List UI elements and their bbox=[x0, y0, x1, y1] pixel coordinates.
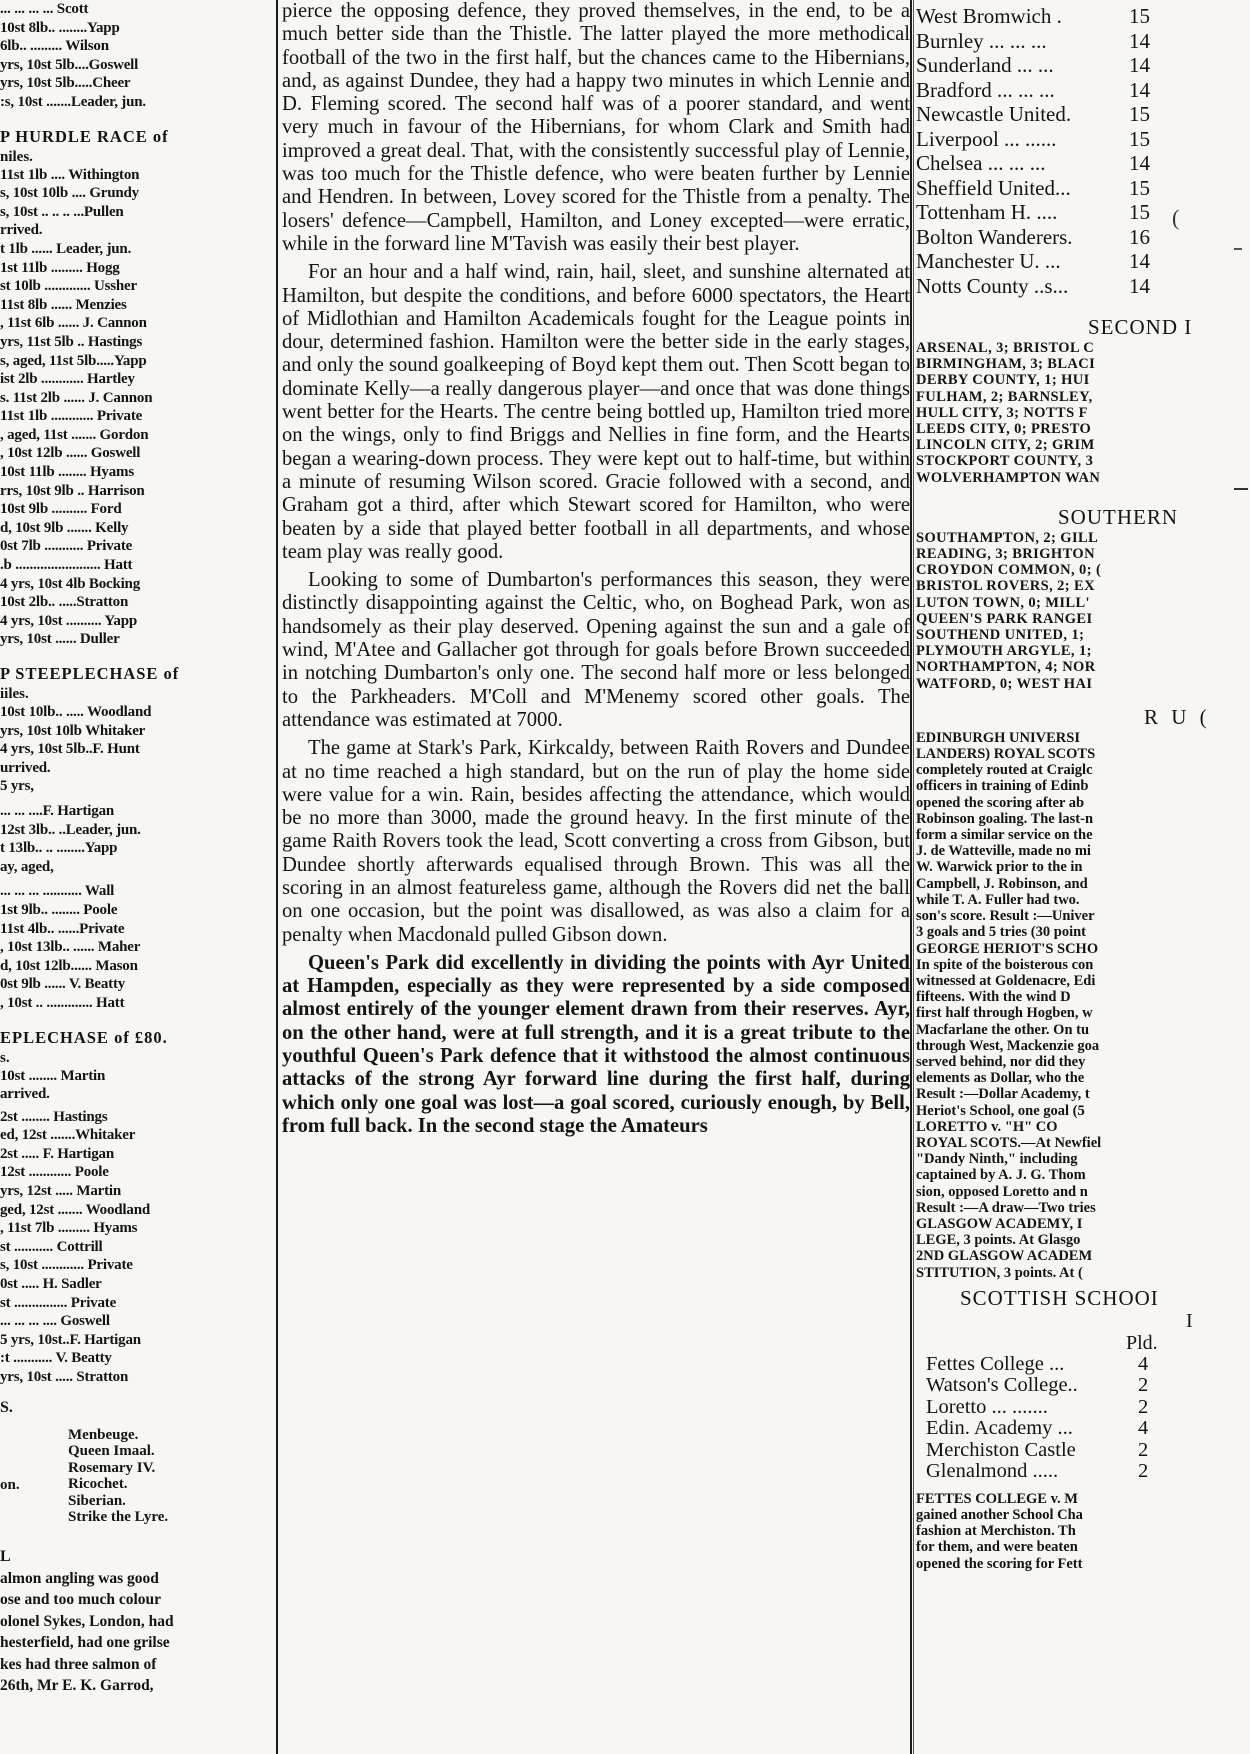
steeplechase-80-entries bbox=[0, 1067, 272, 1104]
southern-league-heading: SOUTHERN bbox=[1058, 504, 1179, 529]
scottish-schools-heading: SCOTTISH SCHOOI bbox=[960, 1285, 1159, 1310]
section-s-heading: S. bbox=[0, 1398, 13, 1416]
horse-list bbox=[68, 1427, 272, 1526]
race-entry-line: rrived. bbox=[0, 222, 43, 239]
rugby-report bbox=[916, 730, 1250, 1281]
race-entry-line: , 10st 12lb ...... Goswell bbox=[0, 445, 141, 462]
rugby-report-line: Result :—Dollar Academy, t bbox=[916, 1086, 1090, 1103]
race-entry-line: 4 yrs, 10st .......... Yapp bbox=[0, 612, 137, 629]
schools-table-row bbox=[916, 1418, 1250, 1440]
rugby-report-line: 3 goals and 5 tries (30 point bbox=[916, 924, 1086, 941]
rugby-report-line: In spite of the boisterous con bbox=[916, 956, 1094, 973]
schools-table-header-top: I bbox=[1186, 1309, 1193, 1332]
games-played: 15 bbox=[1129, 4, 1150, 28]
race-entry-line: st 10lb ............. Ussher bbox=[0, 278, 137, 295]
race-entry-line: 1st 9lb.. ........ Poole bbox=[0, 901, 118, 918]
schools-table-row bbox=[916, 1397, 1250, 1419]
rugby-report-line: son's score. Result :—Univer bbox=[916, 908, 1095, 925]
column-rule-left bbox=[276, 0, 278, 1754]
race-entry-line: 0st 9lb ...... V. Beatty bbox=[0, 976, 126, 993]
angling-line: olonel Sykes, London, had bbox=[0, 1612, 174, 1630]
race-entry-line: , 10st .. ............. Hatt bbox=[0, 994, 125, 1011]
column-rule-right-inner bbox=[913, 0, 914, 1754]
fettes-report-line: fashion at Merchiston. Th bbox=[916, 1523, 1076, 1540]
match-result: LUTON TOWN, 0; MILL' bbox=[916, 594, 1090, 611]
league-table-row bbox=[916, 29, 1250, 54]
steeplechase-80-sub: s. bbox=[0, 1049, 10, 1066]
steeplechase-sub: iiles. bbox=[0, 686, 29, 702]
race-entry-line: 10st 9lb .......... Ford bbox=[0, 501, 122, 518]
games-played: 15 bbox=[1129, 200, 1150, 224]
rugby-report-line: GEORGE HERIOT'S SCHO bbox=[916, 940, 1099, 957]
league-table-row bbox=[916, 274, 1250, 299]
race-entry-line: , 11st 6lb ...... J. Cannon bbox=[0, 315, 147, 332]
match-result: NORTHAMPTON, 4; NOR bbox=[916, 659, 1096, 676]
match-result: HULL CITY, 3; NOTTS F bbox=[916, 404, 1088, 421]
league-table-row bbox=[916, 53, 1250, 78]
games-played: 2 bbox=[1138, 1438, 1149, 1461]
rugby-report-line: LEGE, 3 points. At Glasgo bbox=[916, 1232, 1081, 1249]
games-played: 14 bbox=[1129, 77, 1150, 102]
league-table-row bbox=[916, 102, 1250, 127]
rugby-report-line: "Dandy Ninth," including bbox=[916, 1151, 1078, 1168]
games-played: 2 bbox=[1138, 1460, 1149, 1483]
race-entry-line: ... ... ... .... Goswell bbox=[0, 1313, 110, 1330]
rugby-report-line: completely routed at Craiglc bbox=[916, 762, 1093, 779]
games-played: 14 bbox=[1129, 53, 1150, 77]
team-name: West Bromwich . bbox=[916, 4, 1062, 28]
match-result: QUEEN'S PARK RANGEI bbox=[916, 610, 1093, 627]
report-paragraph-hamilton: For an hour and a half wind, rain, hail, sleet, and sunshine alternated at Hamilton, but despite the conditions, and before 6000 spectators, the Heart of Midlothian and Hamilton Academicals fought for the League points in dour, determined fashion. Hamilton were the better side in the early stages, and only the sound goalkeeping of Boyd kept them out. Then Scott began to dominate Kelly—a really dangerous player—and once that was done things went better for the Hearts. The centre being bottled up, Hamilton tried more on the wings, only to find Briggs and Nellies in fine form, and the Hearts began a wearing-down process. They were kept out to half-time, but within a minute of resuming Wilson scored. Gracie followed with a second, and Graham got a third, after which Stewart scored for Hamilton, who were beaten by a side that played better football in all departments, and whose team play was really good. bbox=[282, 261, 910, 563]
fettes-report-line: FETTES COLLEGE v. M bbox=[916, 1490, 1078, 1507]
report-paragraph-dumbarton: Looking to some of Dumbarton's performances this season, they were distinctly disappointing against the Celtic, who, on Boghead Park, won as handsomely as their play deserved. Opening against the sun and a gale of wind, M'Atee and Gallacher got through for goals before Brown succeeded in notching Dumbarton's only one. The second half more or less belonged to the Parkheaders. M'Coll and M'Menemy scored other goals. The attendance was estimated at 7000. bbox=[282, 569, 910, 731]
match-result: WOLVERHAMPTON WAN bbox=[916, 469, 1101, 486]
team-name: Sheffield United... bbox=[916, 175, 1071, 200]
race-entry-line: ... ... ... ........... Wall bbox=[0, 883, 115, 900]
rugby-report-line: while T. A. Fuller had two. bbox=[916, 891, 1080, 908]
rugby-report-line: LORETTO v. "H" CO bbox=[916, 1118, 1058, 1135]
race-entry-line: 11st 1lb .... Withington bbox=[0, 166, 140, 183]
race-entry-line: rrs, 10st 9lb .. Harrison bbox=[0, 482, 145, 499]
section-l-heading: L bbox=[0, 1547, 11, 1565]
report-paragraph-raith: The game at Stark's Park, Kirkcaldy, between Raith Rovers and Dundee at no time reached a high standard, but on the run of play the home side were value for a win. Rain, besides affecting the attendance, which would be no more than 3000, made the ground heavy. In the first minute of the game Raith Rovers took the lead, Scott converting a cross from Gibson, but Dundee shortly afterwards equalised through Brown. This was all the scoring in an almost featureless game, although the Rovers did net the ball on one occasion, but the point was disallowed, as was also a claim for a penalty when Macdonald pulled Gibson down. bbox=[282, 737, 910, 946]
team-name: Watson's College.. bbox=[926, 1374, 1078, 1397]
race-entry-line: 0st 7lb ........... Private bbox=[0, 538, 133, 555]
fettes-report bbox=[916, 1491, 1250, 1572]
rugby-heading: R U ( bbox=[1144, 704, 1211, 729]
horse-name: Strike the Lyre. bbox=[68, 1509, 169, 1526]
race-entry-line: 10st 2lb.. .....Stratton bbox=[0, 594, 129, 611]
report-paragraph-queens-park: Queen's Park did excellently in dividing the points with Ayr United at Hampden, especially as they were represented by a side composed almost entirely of the younger element drawn from their reserves. Ayr, on the other hand, were at full strength, and it is a great tribute to the youthful Queen's Park defence that it withstood the almost continuous attacks of the strong Ayr forward line during the first half, during which only one goal was lost—a goal scored, curiously enough, by Bell, from full back. In the second stage the Amateurs bbox=[282, 951, 910, 1137]
schools-table-row bbox=[916, 1440, 1250, 1462]
race-entry-line: d, 10st 9lb ....... Kelly bbox=[0, 519, 129, 536]
race-entry-line: ed, 12st .......Whitaker bbox=[0, 1127, 136, 1144]
steeplechase-entries bbox=[0, 703, 272, 796]
angling-line: kes had three salmon of bbox=[0, 1655, 157, 1673]
margin-dash-mark bbox=[1234, 248, 1242, 250]
race-entry-line: yrs, 10st ..... Stratton bbox=[0, 1369, 129, 1385]
games-played: 14 bbox=[1129, 151, 1150, 175]
second-division-results bbox=[916, 340, 1250, 486]
rugby-report-line: GLASGOW ACADEMY, I bbox=[916, 1215, 1083, 1232]
race-entry-line: st ............... Private bbox=[0, 1294, 117, 1311]
race-entry-line: s, 10st 10lb .... Grundy bbox=[0, 185, 139, 202]
race-entry-line: 2st ........ Hastings bbox=[0, 1108, 108, 1125]
match-result: LINCOLN CITY, 2; GRIM bbox=[916, 437, 1095, 454]
league-table-row bbox=[916, 225, 1250, 250]
games-played: 14 bbox=[1129, 249, 1150, 273]
rugby-report-line: Robinson goaling. The last-n bbox=[916, 810, 1094, 827]
race-entry-line: 11st 4lb.. ......Private bbox=[0, 920, 125, 937]
angling-line: ose and too much colour bbox=[0, 1591, 162, 1609]
team-name: Sunderland ... ... bbox=[916, 53, 1054, 77]
rugby-report-line: Heriot's School, one goal (5 bbox=[916, 1102, 1085, 1119]
team-name: Manchester U. ... bbox=[916, 249, 1061, 273]
fettes-report-line: for them, and were beaten bbox=[916, 1539, 1078, 1556]
team-name: Burnley ... ... ... bbox=[916, 28, 1047, 53]
margin-bracket-mark: ( bbox=[1172, 205, 1180, 230]
games-played: 2 bbox=[1138, 1395, 1149, 1418]
race-entry-line: ... ... ... ... Scott bbox=[0, 1, 89, 17]
race-entry-line: d, 10st 12lb...... Mason bbox=[0, 957, 138, 974]
schools-table-pld-header: Pld. bbox=[1126, 1331, 1158, 1354]
games-played: 4 bbox=[1138, 1352, 1149, 1375]
section-divider bbox=[1234, 488, 1248, 490]
match-result: LEEDS CITY, 0; PRESTO bbox=[916, 421, 1092, 438]
horse-name: Queen Imaal. bbox=[68, 1443, 155, 1460]
race-entry-line: , 10st 13lb.. ...... Maher bbox=[0, 939, 141, 956]
rugby-report-line: EDINBURGH UNIVERSI bbox=[916, 729, 1080, 746]
horse-name: Rosemary IV. bbox=[68, 1459, 156, 1476]
report-paragraph-1: pierce the opposing defence, they proved themselves, in the end, to be a much better side than the Thistle. The latter played the more methodical football of the two in the first half, but the chances came to the Hibernians, and, as against Dundee, they had a happy two minutes in which Lennie and D. Fleming scored. The second half was of a poorer standard, and went very much in favour of the Hibernians, for whom Clark and Smith had improved a great deal. That, with the consistently successful play of Lennie, was too much for the Thistle defence, who were beaten further by Lennie and Hendren. In between, Lovey scored for the Thistle from a penalty. The losers' defence—Campbell, Hamilton, and Loney excepted—were erratic, while in the forward line M'Tavish was easily their best player. bbox=[282, 0, 910, 255]
league-table-first bbox=[916, 4, 1250, 298]
league-table-row bbox=[916, 4, 1250, 29]
steeplechase-entries-2 bbox=[0, 802, 272, 876]
team-name: Edin. Academy ... bbox=[926, 1417, 1073, 1440]
games-played: 14 bbox=[1129, 273, 1150, 298]
rugby-report-line: through West, Mackenzie goa bbox=[916, 1037, 1100, 1054]
race-entry-line: t 13lb.. .. ........Yapp bbox=[0, 840, 118, 857]
rugby-report-line: captained by A. J. G. Thom bbox=[916, 1167, 1086, 1184]
race-entry-line: yrs, 10st 5lb....Goswell bbox=[0, 56, 139, 73]
rugby-report-line: first half through Hogben, w bbox=[916, 1005, 1093, 1022]
schools-table bbox=[916, 1354, 1250, 1483]
hurdle-race-sub: niles. bbox=[0, 148, 33, 165]
right-column-tables bbox=[916, 0, 1250, 1754]
fettes-report-line: gained another School Cha bbox=[916, 1506, 1083, 1523]
race-entry-line: urrived. bbox=[0, 759, 51, 776]
match-result: STOCKPORT COUNTY, 3 bbox=[916, 453, 1094, 470]
angling-line: almon angling was good bbox=[0, 1569, 159, 1587]
games-played: 15 bbox=[1129, 102, 1150, 126]
race-entry-line: t 1lb ...... Leader, jun. bbox=[0, 240, 132, 257]
race-entry-line: yrs, 10st ...... Duller bbox=[0, 631, 120, 648]
race-entry-line: :t ........... V. Beatty bbox=[0, 1350, 112, 1367]
angling-line: 26th, Mr E. K. Garrod, bbox=[0, 1677, 154, 1695]
rugby-report-line: served behind, nor did they bbox=[916, 1053, 1086, 1070]
rugby-report-line: opened the scoring after ab bbox=[916, 794, 1085, 811]
games-played: 15 bbox=[1129, 126, 1150, 151]
horse-list-block bbox=[0, 1427, 272, 1526]
rugby-report-line: elements as Dollar, who the bbox=[916, 1070, 1085, 1087]
angling-line: hesterfield, had one grilse bbox=[0, 1634, 170, 1652]
rugby-report-line: Macfarlane the other. On tu bbox=[916, 1021, 1090, 1038]
race-entry-line: 0st ..... H. Sadler bbox=[0, 1276, 102, 1293]
race-entry-line: 10st ........ Martin bbox=[0, 1067, 106, 1084]
race-entry-line: 12st 3lb.. ..Leader, jun. bbox=[0, 821, 141, 838]
schools-table-row bbox=[916, 1461, 1250, 1483]
column-rule-right bbox=[910, 0, 912, 1754]
match-result: BIRMINGHAM, 3; BLACI bbox=[916, 356, 1096, 373]
race-entry-line: s, 10st .. .. .. ...Pullen bbox=[0, 203, 124, 220]
league-table-row bbox=[916, 151, 1250, 176]
middle-column-football-report bbox=[282, 0, 910, 1754]
race-entry-line: arrived. bbox=[0, 1086, 50, 1103]
league-table-row bbox=[916, 127, 1250, 152]
team-name: Merchiston Castle bbox=[926, 1438, 1076, 1461]
race-entry-line: s. 11st 2lb ...... J. Cannon bbox=[0, 389, 153, 406]
horse-name: Menbeuge. bbox=[68, 1426, 139, 1443]
race-entry-line: 4 yrs, 10st 4lb Bocking bbox=[0, 575, 141, 592]
race-entry-line: s, aged, 11st 5lb.....Yapp bbox=[0, 352, 147, 369]
rugby-report-line: witnessed at Goldenacre, Edi bbox=[916, 972, 1096, 989]
league-table-row bbox=[916, 176, 1250, 201]
southern-league-results bbox=[916, 530, 1250, 692]
race-entry-line: , aged, 11st ....... Gordon bbox=[0, 426, 149, 443]
race-block-1 bbox=[0, 0, 272, 112]
race-entry-line: 12st ............ Poole bbox=[0, 1164, 109, 1181]
rugby-report-line: fifteens. With the wind D bbox=[916, 989, 1071, 1006]
race-entry-line: yrs, 10st 10lb Whitaker bbox=[0, 722, 146, 739]
rugby-report-line: sion, opposed Loretto and n bbox=[916, 1183, 1088, 1200]
schools-table-row bbox=[916, 1375, 1250, 1397]
games-played: 4 bbox=[1138, 1417, 1149, 1440]
match-result: READING, 3; BRIGHTON bbox=[916, 546, 1095, 563]
race-entry-line: 11st 1lb ............ Private bbox=[0, 408, 143, 425]
hurdle-race-heading: P HURDLE RACE of bbox=[0, 126, 169, 146]
race-entry-line: 1st 11lb ......... Hogg bbox=[0, 259, 120, 276]
hurdle-race-entries bbox=[0, 166, 272, 649]
match-result: SOUTHAMPTON, 2; GILL bbox=[916, 529, 1099, 546]
rugby-report-line: W. Warwick prior to the in bbox=[916, 859, 1083, 876]
race-entry-line: st ........... Cottrill bbox=[0, 1238, 103, 1255]
race-entry-line: yrs, 12st ..... Martin bbox=[0, 1183, 121, 1200]
schools-table-row bbox=[916, 1354, 1250, 1376]
race-entry-line: 2st ..... F. Hartigan bbox=[0, 1145, 114, 1162]
horse-prefix: on. bbox=[0, 1476, 20, 1493]
race-entry-line: 5 yrs, 10st..F. Hartigan bbox=[0, 1331, 141, 1348]
race-entry-line: 10st 8lb.. ........Yapp bbox=[0, 19, 120, 36]
games-played: 15 bbox=[1129, 175, 1150, 200]
rugby-report-line: STITUTION, 3 points. At ( bbox=[916, 1264, 1083, 1281]
steeplechase-entries-3 bbox=[0, 882, 272, 1012]
team-name: Tottenham H. .... bbox=[916, 200, 1058, 224]
team-name: Fettes College ... bbox=[926, 1352, 1065, 1375]
left-column-race-results bbox=[0, 0, 272, 1754]
league-table-row bbox=[916, 78, 1250, 103]
angling-report bbox=[0, 1568, 272, 1697]
match-result: WATFORD, 0; WEST HAI bbox=[916, 675, 1093, 692]
rugby-report-line: Campbell, J. Robinson, and bbox=[916, 875, 1088, 892]
race-entry-line: ist 2lb ............ Hartley bbox=[0, 371, 135, 388]
match-result: ARSENAL, 3; BRISTOL C bbox=[916, 340, 1095, 356]
steeplechase-80-entries-2 bbox=[0, 1108, 272, 1387]
team-name: Notts County ..s... bbox=[916, 273, 1069, 298]
team-name: Loretto ... ....... bbox=[926, 1395, 1048, 1418]
race-entry-line: ... ... ....F. Hartigan bbox=[0, 802, 115, 819]
rugby-report-line: form a similar service on the bbox=[916, 827, 1093, 844]
games-played: 14 bbox=[1129, 28, 1150, 53]
race-entry-line: 6lb.. ......... Wilson bbox=[0, 38, 109, 55]
match-result: SOUTHEND UNITED, 1; bbox=[916, 627, 1085, 644]
league-table-row bbox=[916, 249, 1250, 274]
steeplechase-heading: P STEEPLECHASE of bbox=[0, 664, 180, 683]
race-entry-line: .b ........................ Hatt bbox=[0, 557, 133, 574]
rugby-report-line: officers in training of Edinb bbox=[916, 778, 1089, 795]
second-division-heading: SECOND I bbox=[1088, 315, 1193, 339]
fettes-report-line: opened the scoring for Fett bbox=[916, 1555, 1083, 1572]
steeplechase-80-heading: EPLECHASE of £80. bbox=[0, 1027, 168, 1047]
rugby-report-line: 2ND GLASGOW ACADEM bbox=[916, 1248, 1093, 1265]
horse-name: Ricochet. bbox=[68, 1476, 128, 1493]
team-name: Glenalmond ..... bbox=[926, 1460, 1059, 1483]
race-entry-line: , 11st 7lb ......... Hyams bbox=[0, 1220, 138, 1237]
match-result: BRISTOL ROVERS, 2; EX bbox=[916, 578, 1095, 595]
race-entry-line: yrs, 11st 5lb .. Hastings bbox=[0, 333, 143, 350]
games-played: 2 bbox=[1138, 1374, 1149, 1397]
match-result: PLYMOUTH ARGYLE, 1; bbox=[916, 643, 1092, 660]
race-entry-line: s, 10st ............ Private bbox=[0, 1257, 133, 1274]
race-entry-line: ged, 12st ....... Woodland bbox=[0, 1201, 150, 1218]
race-entry-line: :s, 10st .......Leader, jun. bbox=[0, 93, 146, 110]
league-table-row bbox=[916, 200, 1250, 225]
race-entry-line: 11st 8lb ...... Menzies bbox=[0, 296, 127, 313]
team-name: Chelsea ... ... ... bbox=[916, 151, 1046, 175]
rugby-report-line: J. de Watteville, made no mi bbox=[916, 843, 1091, 860]
rugby-report-line: LANDERS) ROYAL SCOTS bbox=[916, 746, 1096, 763]
race-entry-line: yrs, 10st 5lb.....Cheer bbox=[0, 75, 131, 92]
horse-name: Siberian. bbox=[68, 1492, 126, 1509]
team-name: Newcastle United. bbox=[916, 102, 1072, 126]
rugby-report-line: Result :—A draw—Two tries bbox=[916, 1199, 1096, 1216]
rugby-report-line: ROYAL SCOTS.—At Newfiel bbox=[916, 1134, 1102, 1151]
team-name: Bolton Wanderers. bbox=[916, 224, 1073, 249]
race-entry-line: 10st 10lb.. ..... Woodland bbox=[0, 704, 152, 720]
race-entry-line: 4 yrs, 10st 5lb..F. Hunt bbox=[0, 741, 140, 758]
games-played: 16 bbox=[1129, 224, 1150, 249]
race-entry-line: ay, aged, bbox=[0, 858, 54, 875]
team-name: Liverpool ... ...... bbox=[916, 126, 1057, 151]
race-entry-line: 5 yrs, bbox=[0, 778, 34, 795]
match-result: FULHAM, 2; BARNSLEY, bbox=[916, 388, 1093, 405]
team-name: Bradford ... ... ... bbox=[916, 77, 1055, 102]
match-result: CROYDON COMMON, 0; ( bbox=[916, 562, 1102, 579]
race-entry-line: 10st 11lb ........ Hyams bbox=[0, 464, 134, 481]
match-result: DERBY COUNTY, 1; HUI bbox=[916, 372, 1090, 389]
